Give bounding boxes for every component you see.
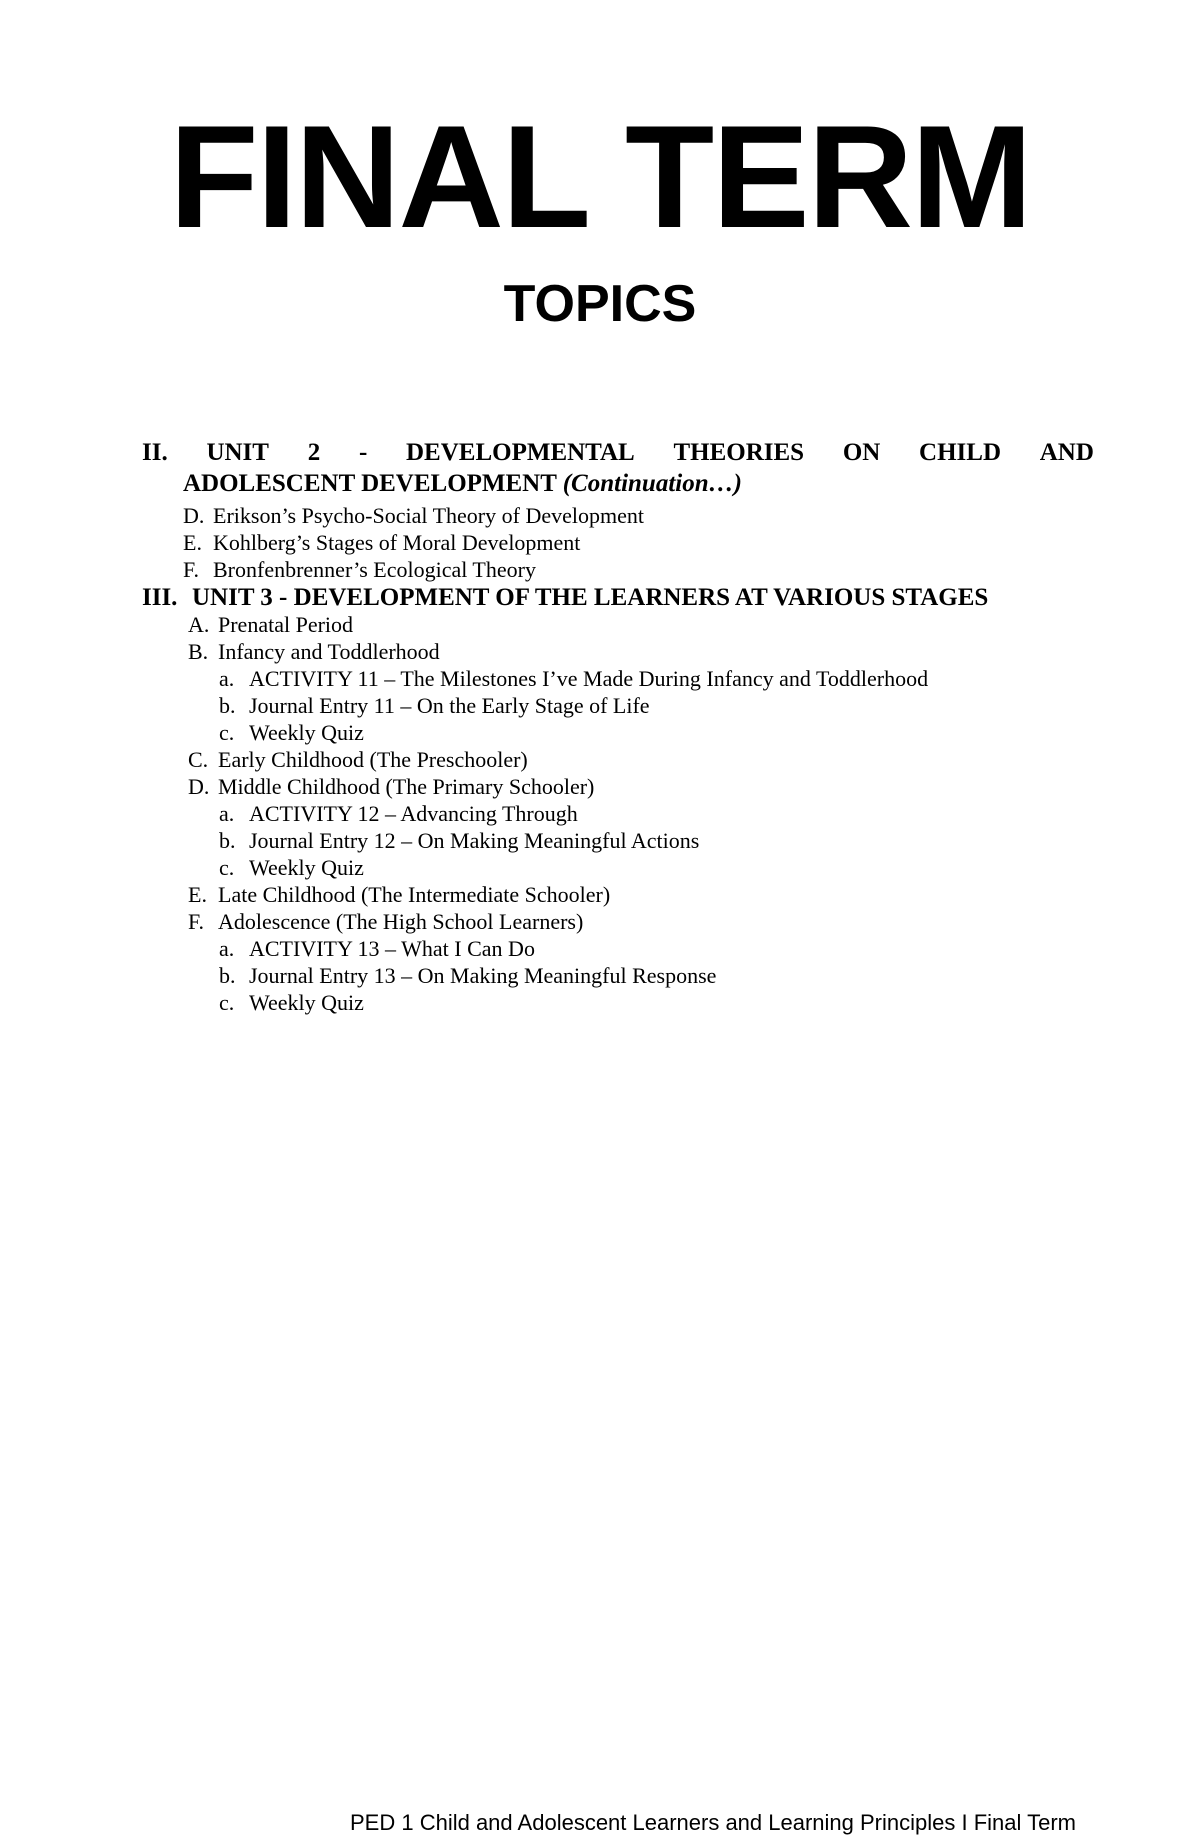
- unit2-heading-word: 2: [307, 439, 321, 466]
- section-label: F.: [188, 909, 204, 934]
- sub-item: [219, 666, 928, 692]
- sub-item-label: b.: [219, 963, 236, 988]
- unit3-heading-text: UNIT 3 - DEVELOPMENT OF THE LEARNERS AT VARIOUS STAGES: [192, 584, 989, 611]
- unit2-heading-word: THEORIES: [673, 439, 805, 466]
- list-item-text: Erikson’s Psycho-Social Theory of Development: [213, 503, 644, 528]
- section-item: [188, 882, 610, 908]
- section-text: Late Childhood (The Intermediate Schooler): [218, 882, 611, 907]
- unit2-continuation-note: (Continuation…): [562, 470, 742, 497]
- section-text: Infancy and Toddlerhood: [218, 639, 440, 664]
- unit2-heading-word: CHILD: [919, 439, 1002, 466]
- sub-item: [219, 990, 364, 1016]
- section-item: [188, 909, 583, 935]
- sub-item-text: Weekly Quiz: [249, 990, 364, 1015]
- list-item-label: F.: [183, 557, 199, 582]
- section-text: Early Childhood (The Preschooler): [218, 747, 528, 772]
- sub-item: [219, 720, 364, 746]
- section-item: [188, 639, 440, 665]
- list-item: [183, 503, 644, 529]
- unit2-heading-line2: [183, 469, 742, 499]
- sub-item: [219, 828, 699, 854]
- sub-item: [219, 855, 364, 881]
- section-label: C.: [188, 747, 209, 772]
- section-label: E.: [188, 882, 207, 907]
- unit2-heading-word: ON: [842, 439, 881, 466]
- unit3-number: III.: [142, 584, 178, 611]
- list-item-label: D.: [183, 503, 205, 528]
- sub-item-text: Journal Entry 13 – On Making Meaningful Response: [249, 963, 717, 988]
- unit3-heading: [142, 583, 988, 613]
- unit2-heading-word: -: [358, 439, 368, 466]
- unit2-heading-word: DEVELOPMENTAL: [406, 439, 635, 466]
- sub-item-label: c.: [219, 855, 235, 880]
- section-label: A.: [188, 612, 210, 637]
- unit2-heading-word: AND: [1039, 439, 1094, 466]
- section-item: [188, 774, 594, 800]
- unit2-heading-line1: [142, 438, 1094, 468]
- section-item: [188, 612, 353, 638]
- sub-item-label: a.: [219, 936, 235, 961]
- section-label: D.: [188, 774, 210, 799]
- sub-item: [219, 963, 716, 989]
- sub-item-text: Weekly Quiz: [249, 720, 364, 745]
- page-subtitle: TOPICS: [503, 275, 697, 333]
- sub-item-text: Journal Entry 11 – On the Early Stage of Life: [249, 693, 650, 718]
- sub-item-text: ACTIVITY 12 – Advancing Through: [249, 801, 578, 826]
- sub-item-text: Journal Entry 12 – On Making Meaningful Actions: [249, 828, 700, 853]
- sub-item-label: a.: [219, 801, 235, 826]
- list-item-label: E.: [183, 530, 202, 555]
- sub-item-label: c.: [219, 990, 235, 1015]
- page-title: FINAL TERM: [169, 95, 1031, 258]
- list-item-text: Bronfenbrenner’s Ecological Theory: [213, 557, 536, 582]
- sub-item-label: c.: [219, 720, 235, 745]
- list-item-text: Kohlberg’s Stages of Moral Development: [213, 530, 581, 555]
- page-footer: PED 1 Child and Adolescent Learners and Learning Principles I Final Term: [350, 1810, 1076, 1835]
- sub-item-text: ACTIVITY 11 – The Milestones I’ve Made During Infancy and Toddlerhood: [249, 666, 929, 691]
- section-label: B.: [188, 639, 209, 664]
- sub-item-text: Weekly Quiz: [249, 855, 364, 880]
- sub-item-text: ACTIVITY 13 – What I Can Do: [249, 936, 535, 961]
- unit2-heading-word: UNIT: [206, 439, 269, 466]
- unit2-heading-text: ADOLESCENT DEVELOPMENT: [183, 470, 557, 497]
- sub-item: [219, 801, 578, 827]
- section-text: Middle Childhood (The Primary Schooler): [218, 774, 595, 799]
- section-text: Prenatal Period: [218, 612, 354, 637]
- section-item: [188, 747, 528, 773]
- sub-item: [219, 693, 650, 719]
- sub-item-label: b.: [219, 828, 236, 853]
- section-text: Adolescence (The High School Learners): [218, 909, 584, 934]
- sub-item: [219, 936, 535, 962]
- list-item: [183, 557, 536, 583]
- list-item: [183, 530, 580, 556]
- unit2-number: II.: [142, 439, 168, 466]
- sub-item-label: a.: [219, 666, 235, 691]
- sub-item-label: b.: [219, 693, 236, 718]
